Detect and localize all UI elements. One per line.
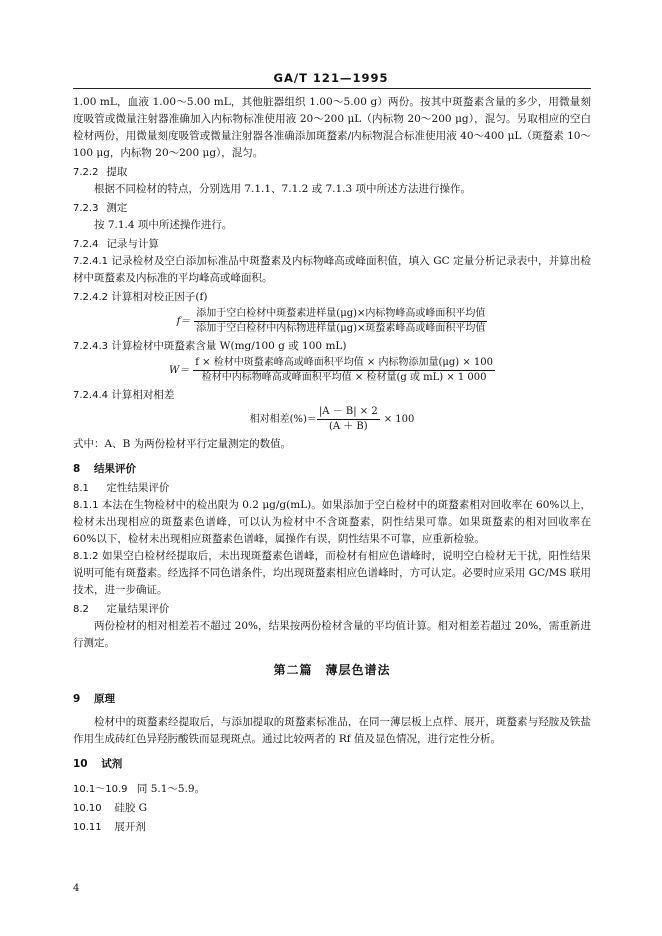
paragraph-7-2-4-1 — [73, 253, 591, 287]
formula-rhs: × 100 — [383, 413, 415, 425]
header-rule — [73, 88, 591, 89]
section-number: 8.2 — [73, 604, 89, 615]
section-number: 7.2.2 — [73, 167, 99, 178]
heading-7-2-3 — [73, 200, 591, 217]
heading-7-2-2 — [73, 164, 591, 181]
section-body: 同 5.1～5.9。 — [136, 783, 206, 795]
paragraph-8-1-2 — [73, 548, 591, 599]
item-10-10 — [73, 800, 591, 817]
section-title: 计算相对相差 — [111, 389, 175, 401]
heading-7-2-4-2 — [73, 289, 591, 306]
formula-fraction — [193, 356, 495, 385]
formula-numerator: |A － B| × 2 — [317, 405, 380, 420]
formula-relative-difference — [73, 405, 591, 434]
section-number: 10.1～10.9 — [73, 784, 128, 795]
content — [73, 94, 591, 836]
formula-lhs: 相对相差(%)＝ — [249, 413, 317, 425]
paragraph-7-2-3: 按 7.1.4 项中所述操作进行。 — [94, 219, 233, 231]
section-title: 定量结果评价 — [106, 603, 170, 615]
formula-denominator: 添加于空白检材中内标物进样量(μg)×斑蝥素峰高或峰面积平均值 — [196, 323, 486, 334]
section-body: 如果空白检材经提取后，未出现斑蝥素色谱峰，而检材有相应色谱峰时，说明空白检材无干扰，阳性结果说明可能有斑蝥素。经选择不同色谱条件，均出现斑蝥素相应色谱峰时，方可认定。必要时应采用 GC/MS 联用技术，进一步确证。 — [73, 550, 592, 596]
formula-correction-factor — [73, 307, 591, 336]
section-body: 本法在生物检材中的检出限为 0.2 μg/g(mL)。如果添加于空白检材中的斑蝥素相对回收率在 60%以上，检材未出现相应的斑蝥素色谱峰，可以认为检材中不含斑蝥素，阴性结果可靠。如果斑蝥素的相对回收率在 60%以下，检材未出现相应斑蝥素色谱峰，属操作有误，阴性结果不可靠，应重新检验。 — [73, 499, 591, 545]
section-number: 7.2.3 — [73, 203, 99, 214]
section-title: 计算检材中斑蝥素含量 W(mg/100 g 或 100 mL) — [111, 340, 347, 352]
heading-9 — [73, 691, 591, 708]
section-number: 10.10 — [73, 803, 102, 814]
section-body: 展开剂 — [114, 821, 146, 833]
section-number: 8 — [73, 463, 81, 475]
paragraph-9: 检材中的斑蝥素经提取后，与添加提取的斑蝥素标准品，在同一薄层板上点样、展开，斑蝥素与羟胺及铁盐作用生成砖红色异羟肟酸铁而显现斑点。通过比较两者的 Rf 值及显色情况，进行定性分析。 — [73, 716, 591, 745]
section-number: 7.2.4.2 — [73, 292, 108, 303]
formula-numerator: 添加于空白检材中斑蝥素进样量(μg)×内标物峰高或峰面积平均值 — [194, 307, 487, 322]
heading-8 — [73, 461, 591, 478]
item-10-1-to-10-9 — [73, 781, 591, 798]
section-number: 7.2.4 — [73, 239, 99, 250]
section-title: 定性结果评价 — [106, 482, 170, 494]
section-number: 7.2.4.1 — [73, 256, 108, 267]
part-title: 第二篇 薄层色谱法 — [273, 663, 391, 677]
section-body: 硅胶 G — [114, 802, 148, 814]
section-title: 结果评价 — [93, 463, 136, 475]
heading-8-1 — [73, 480, 591, 497]
section-title: 提取 — [106, 166, 128, 178]
formula-denominator: 检材中内标物峰高或峰面积平均值 × 检材量(g 或 mL) × 1 000 — [201, 372, 487, 383]
section-number: 10 — [73, 758, 88, 770]
section-title: 记录与计算 — [106, 238, 159, 250]
section-title: 原理 — [93, 693, 115, 705]
heading-7-2-4 — [73, 236, 591, 253]
heading-7-2-4-4 — [73, 387, 591, 404]
formula-lhs: f＝ — [176, 315, 191, 327]
section-title: 测定 — [106, 202, 128, 214]
page-header: GA/T 121—1995 — [273, 71, 389, 85]
page-number: 4 — [73, 883, 80, 894]
formula-fraction — [317, 405, 380, 434]
formula-lhs: W＝ — [169, 364, 190, 376]
spacer — [73, 773, 591, 779]
section-number: 8.1.1 — [73, 500, 99, 511]
section-number: 8.1 — [73, 483, 89, 494]
formula-denominator: (A ＋ B) — [328, 421, 368, 432]
section-number: 9 — [73, 693, 81, 705]
section-number: 8.1.2 — [73, 551, 99, 562]
paragraph-8-1-1 — [73, 497, 591, 548]
heading-8-2 — [73, 601, 591, 618]
item-10-11 — [73, 819, 591, 836]
formula-content-w — [73, 356, 591, 385]
section-number: 10.11 — [73, 822, 102, 833]
heading-10 — [73, 756, 591, 773]
section-number: 7.2.4.4 — [73, 390, 108, 401]
formula-note: 式中：A、B 为两份检材平行定量测定的数值。 — [73, 438, 292, 450]
formula-fraction — [194, 307, 487, 336]
formula-numerator: f × 检材中斑蝥素峰高或峰面积平均值 × 内标物添加量(μg) × 100 — [193, 356, 495, 371]
paragraph-8-2: 两份检材的相对相差若不超过 20%，结果按两份检材含量的平均值计算。相对相差若超过 20%，需重新进行测定。 — [73, 620, 591, 649]
paragraph-7-2-2: 根据不同检材的特点，分别选用 7.1.1、7.1.2 或 7.1.3 项中所述方法进行操作。 — [94, 183, 471, 195]
section-title: 试剂 — [101, 758, 123, 770]
section-number: 7.2.4.3 — [73, 341, 108, 352]
heading-7-2-4-3 — [73, 338, 591, 355]
section-body: 记录检材及空白添加标准品中斑蝥素及内标物峰高或峰面积值，填入 GC 定量分析记录表中，并算出检材中斑蝥素及内标准的平均峰高或峰面积。 — [73, 255, 591, 284]
section-title: 计算相对校正因子(f) — [111, 291, 208, 303]
paragraph-top: 1.00 mL，血液 1.00～5.00 mL，其他脏器组织 1.00～5.00 g）两份。按其中斑蝥素含量的多少，用微量刻度吸管或微量注射器准确加入内标物标准使用液 20～200 μL（内标物 20～200 μg），混匀。另取相应的空白检材两份，用微量刻度吸管或微量注射器各准确添加斑蝥素/内标物混合标准使用液 40～400 μL（斑蝥素 10～100 μg，内标物 20～200 μg），混匀。 — [73, 96, 591, 159]
